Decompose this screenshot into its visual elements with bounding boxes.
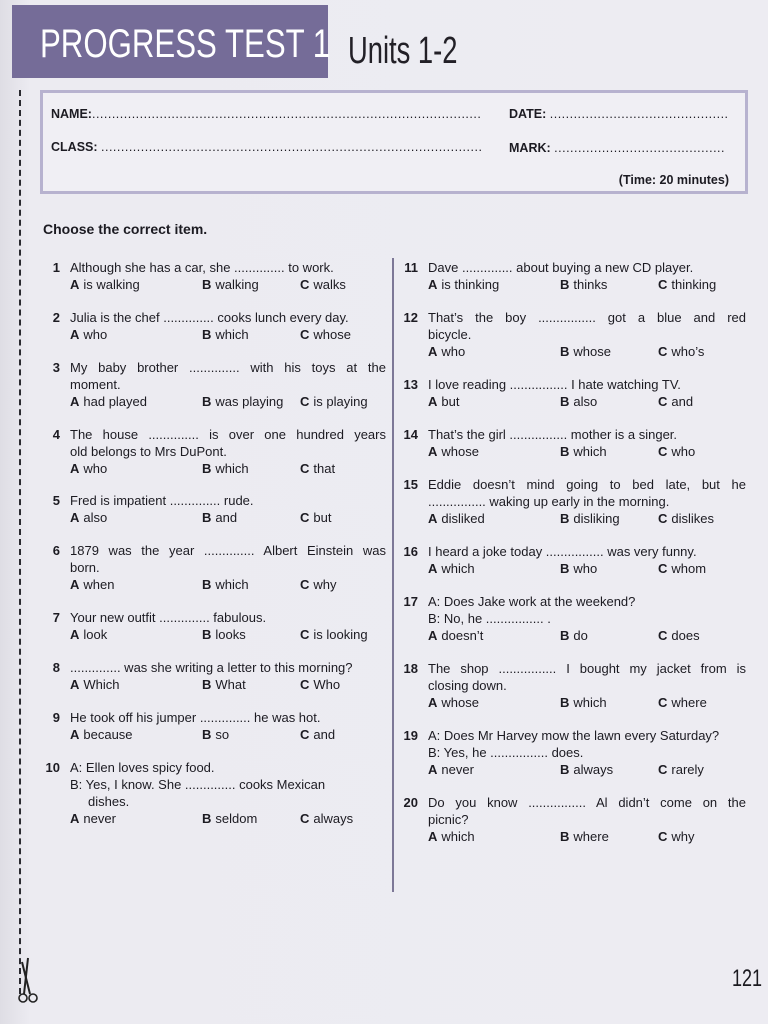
question-text: Do you know ................ Al didn’t come on the (428, 795, 746, 810)
answer-options (70, 393, 386, 410)
option-a[interactable] (70, 676, 120, 693)
option-letter: C (658, 762, 668, 777)
option-letter: A (70, 277, 80, 292)
option-a[interactable] (428, 694, 479, 711)
option-a[interactable] (428, 761, 474, 778)
option-letter: C (658, 344, 668, 359)
time-note: (Time: 20 minutes) (618, 173, 729, 187)
option-text: whose (441, 695, 479, 710)
option-text: who (573, 561, 598, 576)
option-letter: C (658, 829, 668, 844)
option-text: which (215, 461, 249, 476)
answer-options (428, 343, 746, 360)
name-field[interactable]: NAME:.................................................................................................. (51, 107, 482, 121)
question-number: 2 (52, 310, 60, 325)
option-letter: B (202, 677, 212, 692)
question-text: Dave .............. about buying a new CD player. (428, 260, 694, 275)
option-letter: A (428, 695, 438, 710)
name-label: NAME: (51, 107, 92, 121)
option-b[interactable] (560, 443, 607, 460)
option-letter: C (300, 577, 310, 592)
option-letter: A (428, 344, 438, 359)
question-text: .............. was she writing a letter to this morning? (70, 660, 353, 675)
option-text: is walking (83, 277, 140, 292)
option-text: dislikes (671, 511, 715, 526)
option-text: thinking (671, 277, 717, 292)
option-b[interactable] (202, 326, 249, 343)
option-text: who (671, 444, 696, 459)
option-letter: A (70, 510, 80, 525)
question-text: He took off his jumper .............. he was hot. (70, 710, 321, 725)
option-text: but (441, 394, 460, 409)
answer-options (70, 276, 386, 293)
option-text: What (215, 677, 246, 692)
option-text: whose (441, 444, 479, 459)
option-text: doesn’t (441, 628, 484, 643)
question-number: 9 (52, 710, 60, 725)
option-c[interactable] (658, 627, 700, 644)
option-b[interactable] (560, 276, 607, 293)
option-text: always (573, 762, 614, 777)
option-letter: B (560, 628, 570, 643)
option-letter: B (560, 511, 570, 526)
option-text: is playing (313, 394, 368, 409)
option-text: which (573, 444, 607, 459)
option-c[interactable] (300, 326, 351, 343)
mark-field[interactable]: MARK: ........................................... (509, 141, 725, 155)
option-c[interactable] (658, 510, 714, 527)
option-letter: B (560, 394, 570, 409)
option-a[interactable] (70, 393, 147, 410)
question-number: 17 (403, 594, 418, 609)
question-number: 6 (52, 543, 60, 558)
answer-options (70, 460, 386, 477)
option-c[interactable] (658, 828, 695, 845)
option-c[interactable] (658, 276, 716, 293)
option-letter: B (560, 444, 570, 459)
option-letter: B (202, 277, 212, 292)
question-number: 1 (52, 260, 60, 275)
option-c[interactable] (658, 343, 704, 360)
option-text: also (573, 394, 598, 409)
option-text: and (313, 727, 336, 742)
option-letter: A (70, 727, 80, 742)
option-text: so (215, 727, 230, 742)
option-letter: A (70, 394, 80, 409)
answer-options (428, 694, 746, 711)
question-text: closing down. (428, 678, 507, 693)
option-letter: C (300, 461, 310, 476)
question-text: Fred is impatient .............. rude. (70, 493, 254, 508)
option-text: which (215, 327, 249, 342)
option-letter: C (300, 510, 310, 525)
option-c[interactable] (658, 761, 704, 778)
answer-options (428, 276, 746, 293)
option-letter: A (70, 577, 80, 592)
answer-options (428, 627, 746, 644)
option-text: walking (215, 277, 259, 292)
question-number: 10 (45, 760, 60, 775)
question-number: 12 (403, 310, 418, 325)
option-text: never (441, 762, 474, 777)
option-a[interactable] (428, 627, 483, 644)
option-b[interactable] (560, 560, 597, 577)
option-letter: C (300, 627, 310, 642)
question-text: I heard a joke today ................ was very funny. (428, 544, 697, 559)
option-letter: B (560, 561, 570, 576)
option-a[interactable] (70, 626, 107, 643)
option-letter: A (70, 677, 80, 692)
option-letter: A (70, 327, 80, 342)
option-text: look (83, 627, 108, 642)
question-text: The house .............. is over one hundred years (70, 427, 386, 442)
option-b[interactable] (202, 576, 249, 593)
option-letter: A (428, 511, 438, 526)
option-b[interactable] (560, 694, 607, 711)
class-label: CLASS: (51, 140, 98, 154)
question-number: 18 (403, 661, 418, 676)
option-text: which (573, 695, 607, 710)
option-text: walks (313, 277, 346, 292)
option-text: Who (313, 677, 341, 692)
answer-options (428, 828, 746, 845)
option-text: whom (671, 561, 707, 576)
class-field[interactable]: CLASS: ................................................................................................ (51, 140, 483, 154)
option-c[interactable] (658, 443, 695, 460)
question-text: old belongs to Mrs DuPont. (70, 444, 227, 459)
question-text: A: Does Jake work at the weekend? (428, 594, 636, 609)
option-b[interactable] (560, 828, 609, 845)
option-c[interactable] (300, 509, 331, 526)
question-number: 13 (403, 377, 418, 392)
page-number: 121 (731, 965, 762, 992)
option-a[interactable] (428, 828, 475, 845)
option-c[interactable] (300, 626, 368, 643)
option-text: never (83, 811, 116, 826)
option-c[interactable] (300, 393, 368, 410)
question-text: dishes. (70, 794, 130, 809)
option-text: where (573, 829, 609, 844)
option-b[interactable] (202, 676, 246, 693)
option-letter: A (428, 394, 438, 409)
option-b[interactable] (560, 393, 597, 410)
option-text: is thinking (441, 277, 500, 292)
option-letter: A (70, 461, 80, 476)
question-text: The shop ................ I bought my jacket from is (428, 661, 746, 676)
student-info-box (40, 90, 748, 194)
option-b[interactable] (202, 626, 246, 643)
answer-options (428, 510, 746, 527)
answer-options (70, 676, 386, 693)
option-b[interactable] (560, 343, 611, 360)
option-letter: C (658, 628, 668, 643)
question-text: born. (70, 560, 100, 575)
option-b[interactable] (560, 627, 588, 644)
option-letter: B (560, 277, 570, 292)
option-letter: C (658, 511, 668, 526)
question-text: My baby brother .............. with his toys at the (70, 360, 386, 375)
option-text: does (671, 628, 700, 643)
option-letter: A (428, 444, 438, 459)
option-letter: B (560, 829, 570, 844)
option-b[interactable] (202, 726, 229, 743)
option-text: who (83, 461, 108, 476)
option-a[interactable] (428, 443, 479, 460)
answer-options (70, 326, 386, 343)
page-title: PROGRESS TEST 1 (40, 22, 331, 66)
option-letter: C (658, 444, 668, 459)
answer-options (70, 810, 386, 827)
question-number: 7 (52, 610, 60, 625)
option-letter: C (658, 394, 668, 409)
option-text: was playing (215, 394, 284, 409)
question-text: B: Yes, he ................ does. (428, 745, 584, 760)
option-a[interactable] (70, 460, 107, 477)
option-a[interactable] (428, 276, 499, 293)
option-text: had played (83, 394, 148, 409)
option-b[interactable] (560, 510, 620, 527)
question-text: Julia is the chef .............. cooks lunch every day. (70, 310, 349, 325)
scissors-icon (14, 956, 44, 1006)
option-b[interactable] (202, 276, 259, 293)
question-number: 3 (52, 360, 60, 375)
option-b[interactable] (560, 761, 613, 778)
option-a[interactable] (70, 326, 107, 343)
answer-options (428, 443, 746, 460)
option-letter: B (202, 577, 212, 592)
option-c[interactable] (300, 810, 353, 827)
column-divider (392, 258, 394, 892)
option-c[interactable] (300, 726, 335, 743)
option-a[interactable] (428, 510, 485, 527)
units-subtitle: Units 1-2 (348, 30, 458, 72)
question-text: picnic? (428, 812, 469, 827)
option-a[interactable] (70, 509, 107, 526)
option-c[interactable] (658, 560, 706, 577)
option-c[interactable] (300, 276, 346, 293)
option-letter: C (300, 327, 310, 342)
question-text: Your new outfit .............. fabulous. (70, 610, 267, 625)
option-text: when (83, 577, 115, 592)
option-c[interactable] (658, 393, 693, 410)
answer-options (70, 626, 386, 643)
question-text: Eddie doesn’t mind going to bed late, but he (428, 477, 746, 492)
option-a[interactable] (70, 810, 116, 827)
question-number: 16 (403, 544, 418, 559)
option-letter: C (658, 277, 668, 292)
option-a[interactable] (428, 393, 459, 410)
question-number: 11 (404, 260, 418, 275)
question-number: 20 (403, 795, 418, 810)
option-letter: C (300, 394, 310, 409)
option-text: do (573, 628, 588, 643)
option-letter: B (202, 327, 212, 342)
option-a[interactable] (70, 576, 114, 593)
question-text: B: Yes, I know. She .............. cooks Mexican (70, 777, 326, 792)
option-text: rarely (671, 762, 704, 777)
option-text: looks (215, 627, 246, 642)
instructions: Choose the correct item. (43, 221, 208, 237)
option-text: also (83, 510, 108, 525)
answer-options (70, 509, 386, 526)
option-letter: C (300, 677, 310, 692)
option-text: whose (573, 344, 611, 359)
option-letter: B (202, 627, 212, 642)
option-c[interactable] (300, 460, 335, 477)
option-a[interactable] (70, 276, 140, 293)
option-text: who (83, 327, 108, 342)
option-c[interactable] (658, 694, 707, 711)
mark-label: MARK: (509, 141, 551, 155)
option-letter: B (560, 695, 570, 710)
option-text: who’s (671, 344, 705, 359)
question-text: That’s the girl ................ mother is a singer. (428, 427, 678, 442)
option-letter: C (658, 561, 668, 576)
option-text: who (441, 344, 466, 359)
option-text: is looking (313, 627, 368, 642)
option-text: and (215, 510, 238, 525)
option-a[interactable] (428, 560, 475, 577)
option-letter: B (202, 727, 212, 742)
question-number: 19 (403, 728, 418, 743)
option-text: because (83, 727, 133, 742)
option-text: why (671, 829, 695, 844)
option-text: disliking (573, 511, 620, 526)
option-a[interactable] (70, 726, 133, 743)
answer-options (428, 393, 746, 410)
cut-line (19, 90, 21, 994)
answer-options (70, 726, 386, 743)
question-text: I love reading ................ I hate watching TV. (428, 377, 681, 392)
option-c[interactable] (300, 676, 340, 693)
option-text: seldom (215, 811, 258, 826)
option-letter: A (428, 277, 438, 292)
option-text: that (313, 461, 336, 476)
date-label: DATE: (509, 107, 547, 121)
option-c[interactable] (300, 576, 337, 593)
option-letter: B (560, 762, 570, 777)
date-field[interactable]: DATE: ............................................. (509, 107, 729, 121)
option-letter: A (428, 628, 438, 643)
option-letter: A (428, 561, 438, 576)
option-text: always (313, 811, 354, 826)
question-text: moment. (70, 377, 121, 392)
option-b[interactable] (202, 509, 237, 526)
question-number: 15 (403, 477, 418, 492)
option-b[interactable] (202, 810, 257, 827)
option-text: Which (83, 677, 120, 692)
question-number: 14 (403, 427, 418, 442)
question-text: A: Does Mr Harvey mow the lawn every Saturday? (428, 728, 720, 743)
question-number: 8 (52, 660, 60, 675)
question-text: That’s the boy ................ got a blue and red (428, 310, 746, 325)
option-text: whose (313, 327, 351, 342)
option-text: which (441, 561, 475, 576)
question-number: 5 (52, 493, 60, 508)
option-letter: A (428, 829, 438, 844)
option-letter: B (202, 811, 212, 826)
option-letter: C (300, 811, 310, 826)
option-b[interactable] (202, 393, 283, 410)
option-letter: B (202, 461, 212, 476)
question-text: 1879 was the year .............. Albert Einstein was (70, 543, 386, 558)
option-letter: C (300, 727, 310, 742)
option-a[interactable] (428, 343, 465, 360)
option-letter: A (428, 762, 438, 777)
option-b[interactable] (202, 460, 249, 477)
option-letter: B (560, 344, 570, 359)
option-text: thinks (573, 277, 608, 292)
answer-options (70, 576, 386, 593)
option-letter: A (70, 811, 80, 826)
option-text: where (671, 695, 707, 710)
question-text: A: Ellen loves spicy food. (70, 760, 215, 775)
question-text: ................ waking up early in the morning. (428, 494, 670, 509)
option-letter: A (70, 627, 80, 642)
option-letter: C (658, 695, 668, 710)
option-letter: B (202, 510, 212, 525)
option-letter: B (202, 394, 212, 409)
question-text: Although she has a car, she .............. to work. (70, 260, 334, 275)
question-text: B: No, he ................ . (428, 611, 551, 626)
option-text: but (313, 510, 332, 525)
answer-options (428, 560, 746, 577)
option-text: why (313, 577, 337, 592)
question-number: 4 (52, 427, 60, 442)
option-text: disliked (441, 511, 485, 526)
answer-options (428, 761, 746, 778)
option-text: which (441, 829, 475, 844)
option-text: and (671, 394, 694, 409)
question-text: bicycle. (428, 327, 472, 342)
option-text: which (215, 577, 249, 592)
option-letter: C (300, 277, 310, 292)
